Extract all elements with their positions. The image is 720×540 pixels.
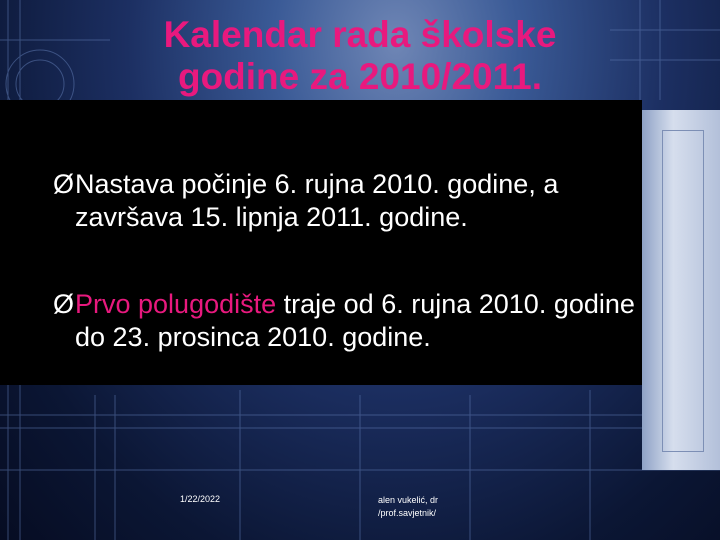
footer-author: [378, 494, 438, 520]
arrow-bullet-icon: Ø: [53, 169, 75, 199]
decorative-strip-frame: [662, 130, 704, 452]
bullet-text: Nastava počinje 6. rujna 2010. godine, a završava 15. lipnja 2011. godine.: [75, 169, 559, 232]
bullet-text-rest: traje od 6. rujna 2010. godine do 23. prosinca 2010. godine.: [75, 289, 635, 352]
footer-date: 1/22/2022: [180, 494, 221, 504]
slide-title: [60, 14, 660, 98]
bullet-item: [53, 168, 653, 234]
arrow-bullet-icon: Ø: [53, 289, 75, 319]
title-line-2: godine za 2010/2011.: [177, 56, 543, 97]
bullet-text: [53, 288, 653, 354]
footer-author-line-1: alen vukelić, dr: [378, 495, 439, 505]
bullet-item: [53, 288, 653, 354]
bullet-highlight: Prvo polugodište: [75, 289, 277, 319]
title-line-1: Kalendar rada školske: [163, 14, 557, 55]
footer-author-line-2: /prof.savjetnik/: [378, 508, 437, 518]
